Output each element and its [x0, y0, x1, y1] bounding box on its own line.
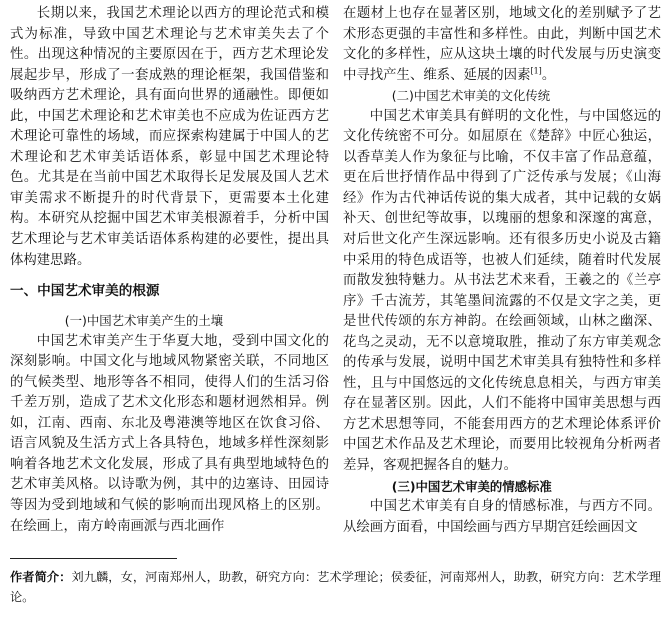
subsection-heading: (一)中国艺术审美产生的土壤 [64, 313, 224, 329]
footnote-rule [10, 558, 177, 559]
citation-marker: [1] [530, 66, 542, 76]
intro-paragraph: 长期以来，我国艺术理论以西方的理论范式和模式为标准，导致中国艺术理论与艺术审美失去了个性。出现这种情况的主要原因在于，西方艺术理论发展起步早，形成了一套成熟的理论框架，我国借鉴和吸纳西方艺术理论，具有面向世界的通融性。即便如此，中国艺术理论和艺术审美也不应成为佐证西方艺术理论可靠性的场域，而应探索构建属于中国人的艺术理论和艺术审美话语体系，彰显中国艺术理论特色。尤其是在当前中国艺术取得长足发展及国人艺术审美需求不断提升的时代背景下，更需要本土化建构。本研究从挖掘中国艺术审美根源着手，分析中国艺术理论与艺术审美话语体系构建的必要性，提出具体构建思路。 [10, 6, 329, 268]
continued-paragraph [343, 4, 661, 86]
left-column [10, 4, 329, 537]
subsection-heading: (二)中国艺术审美的文化传统 [391, 88, 551, 104]
continued-text: 在题材上也存在显著区别，地域文化的差别赋予了艺术形态更强的丰富性和多样性。由此，判断中国艺术文化的多样性，应从这块土壤的时代发展与历史演变中寻找产生、维系、延展的因素 [343, 6, 661, 83]
right-column [343, 4, 661, 538]
section-heading: 一、中国艺术审美的根源 [10, 283, 160, 300]
subsection-heading: (三)中国艺术审美的情感标准 [391, 478, 552, 494]
body-paragraph: 中国艺术审美有自身的情感标准，与西方不同。从绘画方面看，中国绘画与西方早期宫廷绘画因文 [343, 499, 661, 535]
body-paragraph: 中国艺术审美具有鲜明的文化性，与中国悠远的文化传统密不可分。如屈原在《楚辞》中匠心独运，以香草美人作为象征与比喻，不仅丰富了作品意蕴，更在后世抒情作品中得到了广泛传承与发展；《山海经》作为古代神话传说的集大成者，其中记载的女娲补天、创世纪等故事，以瑰丽的想象和深邃的寓意，对后世文化产生深远影响。还有很多历史小说及古籍中采用的特色成语等，也被人们延续，随着时代发展而散发独特魅力。从书法艺术来看，王羲之的《兰亭序》千古流芳，其笔墨间流露的不仅是文字之美，更是世代传颂的东方神韵。在绘画领域，山林之幽深、花鸟之灵动，无不以意境取胜，推动了东方审美观念的传承与发展，说明中国艺术审美具有独特性和多样性，且与中国悠远的文化传统息息相关，与西方审美存在显著区别。因此，人们不能将中国审美思想与西方艺术思想等同，不能套用西方的艺术理论体系评价中国艺术作品及艺术理论，而要用比较视角分析两者差异，客观把握各自的魅力。 [343, 108, 661, 474]
footnote-label: 作者简介： [10, 570, 72, 584]
continued-text-end: 。 [541, 67, 556, 83]
footnote-text: 刘九麟，女，河南郑州人，助教，研究方向：艺术学理论；侯委征，河南郑州人，助教，研究方向：艺术学理论。 [10, 570, 662, 604]
author-footnote [10, 567, 661, 607]
body-paragraph: 中国艺术审美产生于华夏大地，受到中国文化的深刻影响。中国文化与地域风物紧密关联，不同地区的气候类型、地形等各不相同，使得人们的生活习俗千差万别，造成了艺术文化形态和题材迥然相异。例如，江南、西南、东北及粤港澳等地区在饮食习俗、语言风貌及生活方式上各具特色，地域多样性深刻影响着各地艺术文化发展，形成了具有典型地域特色的艺术审美风格。以诗歌为例，其中的边塞诗、田园诗等因为受到地域和气候的影响而出现风格上的区别。在绘画上，南方岭南画派与西北画作 [10, 333, 329, 534]
